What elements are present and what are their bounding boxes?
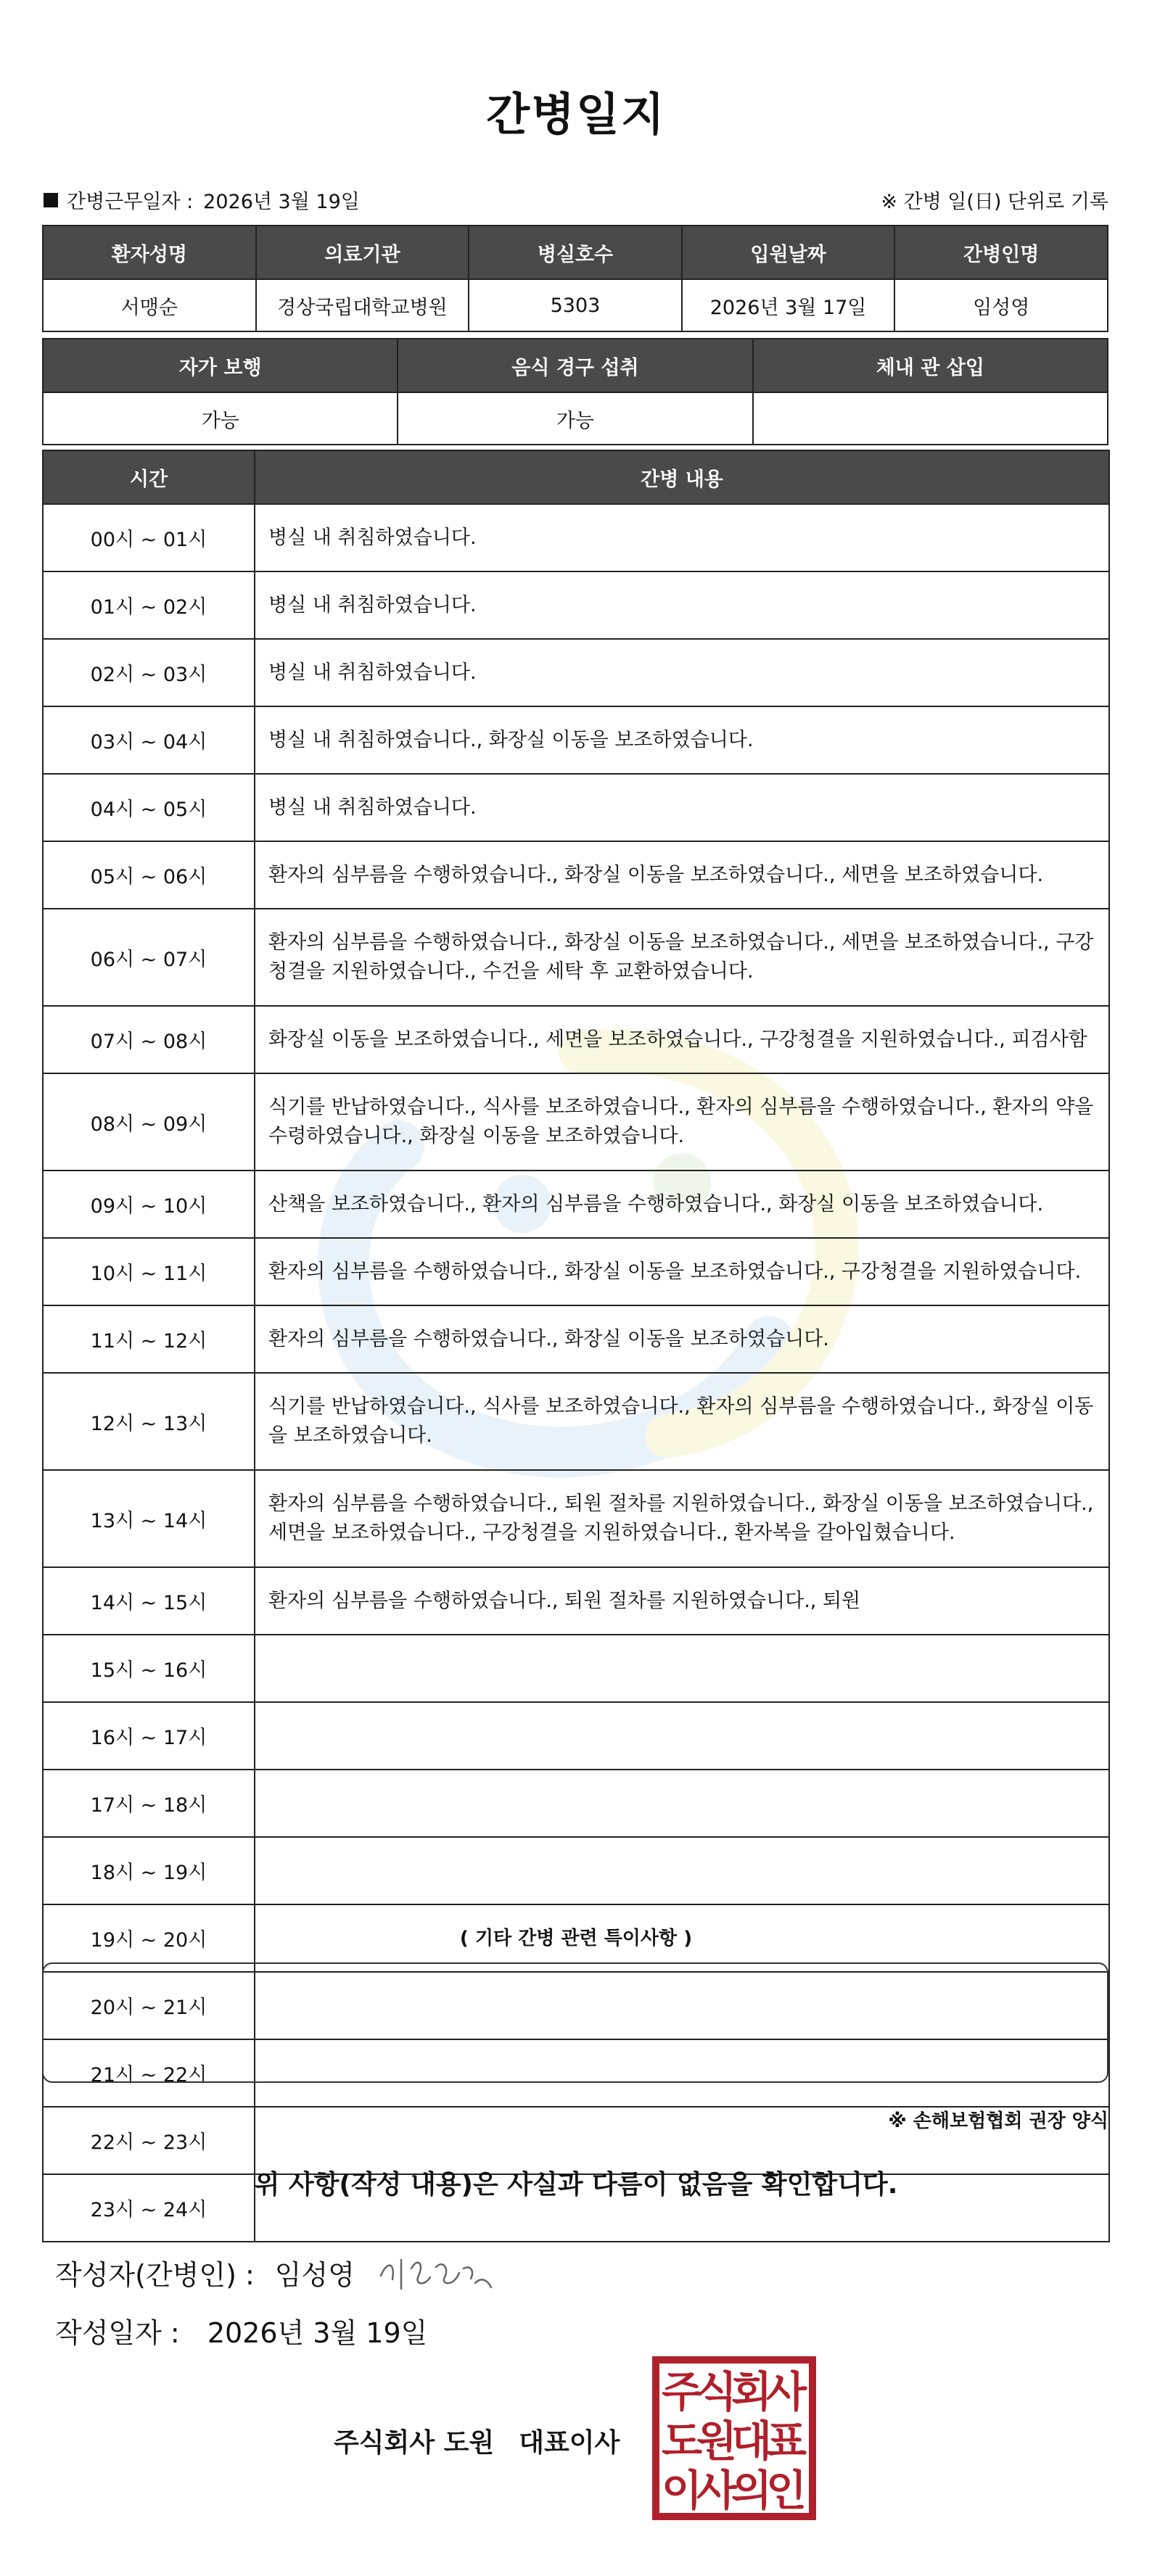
time-cell: 22시 ~ 23시: [43, 2107, 255, 2174]
caregiver-name: 임성영: [894, 279, 1108, 331]
oral-intake-value: 가능: [398, 392, 752, 445]
content-cell: 병실 내 취침하였습니다.: [255, 774, 1109, 841]
svg-text:인: 인: [765, 2466, 807, 2515]
time-cell: 02시 ~ 03시: [43, 639, 255, 706]
table-row: [43, 1635, 1109, 1702]
svg-text:원: 원: [696, 2416, 738, 2466]
company-name: 주식회사 도원: [334, 2428, 495, 2458]
content-cell: 식기를 반납하였습니다., 식사를 보조하였습니다., 환자의 심부름을 수행하였습니다., 환자의 약을 수령하였습니다., 화장실 이동을 보조하였습니다.: [255, 1073, 1109, 1171]
company-line: [334, 2422, 644, 2459]
writer-name: 임성영: [274, 2258, 355, 2291]
tube-insertion-value: [753, 392, 1108, 445]
time-cell: 03시 ~ 04시: [43, 706, 255, 774]
header-tube-insertion: 체내 관 삽입: [753, 339, 1108, 392]
written-date-label: 작성일자 :: [55, 2317, 180, 2349]
time-cell: 14시 ~ 15시: [43, 1567, 255, 1635]
written-date-line: [55, 2311, 427, 2350]
time-cell: 17시 ~ 18시: [43, 1770, 255, 1837]
signature-image: [374, 2247, 497, 2298]
header-hospital: 의료기관: [256, 226, 469, 279]
table-row: [43, 1171, 1109, 1238]
confirmation-statement: 위 사항(작성 내용)은 사실과 다름이 없음을 확인합니다.: [254, 2170, 898, 2200]
svg-text:표: 표: [765, 2416, 807, 2466]
content-cell: 환자의 심부름을 수행하였습니다., 화장실 이동을 보조하였습니다., 구강청결을 지원하였습니다.: [255, 1238, 1109, 1305]
svg-text:사: 사: [696, 2466, 738, 2515]
content-cell: 환자의 심부름을 수행하였습니다., 화장실 이동을 보조하였습니다., 세면을 보조하였습니다.: [255, 841, 1109, 909]
square-bullet-icon: [44, 193, 58, 207]
svg-text:식: 식: [696, 2367, 738, 2416]
table-row: [43, 706, 1109, 774]
hospital: 경상국립대학교병원: [256, 279, 469, 331]
time-cell: 07시 ~ 08시: [43, 1006, 255, 1073]
content-cell: 환자의 심부름을 수행하였습니다., 화장실 이동을 보조하였습니다., 세면을 보조하였습니다., 구강청결을 지원하였습니다., 수건을 세탁 후 교환하였습니다.: [255, 909, 1109, 1006]
content-cell: [255, 1635, 1109, 1702]
walking-value: 가능: [43, 392, 398, 445]
company-title: 대표이사: [519, 2428, 620, 2458]
notes-box: [42, 1962, 1108, 2083]
table-row: [43, 841, 1109, 909]
time-cell: 16시 ~ 17시: [43, 1702, 255, 1770]
written-date-value: 2026년 3월 19일: [207, 2317, 428, 2349]
patient-name: 서맹순: [43, 279, 256, 331]
content-cell: 병실 내 취침하였습니다.: [255, 639, 1109, 706]
svg-text:도: 도: [661, 2416, 703, 2466]
content-cell: 식기를 반납하였습니다., 식사를 보조하였습니다., 환자의 심부름을 수행하였습니다., 화장실 이동을 보조하였습니다.: [255, 1373, 1109, 1470]
time-cell: 11시 ~ 12시: [43, 1305, 255, 1373]
time-cell: 05시 ~ 06시: [43, 841, 255, 909]
company-seal: [651, 2356, 817, 2521]
time-cell: 12시 ~ 13시: [43, 1373, 255, 1470]
header-time: 시간: [43, 450, 255, 504]
table-row: [43, 1770, 1109, 1837]
writer-label: 작성자(간병인) :: [55, 2258, 255, 2291]
room-number: 5303: [469, 279, 682, 331]
work-date-label: 간병근무일자 :: [67, 191, 194, 213]
header-caregiver-name: 간병인명: [894, 226, 1108, 279]
table-row: [43, 909, 1109, 1006]
table-row: [43, 504, 1109, 571]
time-cell: 20시 ~ 21시: [43, 1972, 255, 2039]
time-cell: 10시 ~ 11시: [43, 1238, 255, 1305]
form-note: ※ 손해보험협회 권장 양식: [888, 2110, 1108, 2132]
content-cell: 환자의 심부름을 수행하였습니다., 퇴원 절차를 지원하였습니다., 퇴원: [255, 1567, 1109, 1635]
table-row: [43, 1837, 1109, 1904]
notes-title: ( 기타 간병 관련 특이사항 ): [459, 1928, 693, 1949]
content-cell: 화장실 이동을 보조하였습니다., 세면을 보조하였습니다., 구강청결을 지원하였습니다., 피검사함: [255, 1006, 1109, 1073]
patient-status-table: [42, 338, 1108, 445]
header-oral-intake: 음식 경구 섭취: [398, 339, 752, 392]
time-cell: 01시 ~ 02시: [43, 571, 255, 639]
content-cell: 환자의 심부름을 수행하였습니다., 화장실 이동을 보조하였습니다.: [255, 1305, 1109, 1373]
admission-date: 2026년 3월 17일: [682, 279, 895, 331]
page-title: 간병일지: [486, 88, 666, 141]
table-row: [43, 1305, 1109, 1373]
table-row: [43, 774, 1109, 841]
table-row: [43, 639, 1109, 706]
time-cell: 19시 ~ 20시: [43, 1904, 255, 1972]
writer-line: [55, 2247, 497, 2298]
table-row: [43, 1470, 1109, 1567]
table-row: [43, 1373, 1109, 1470]
header-room: 병실호수: [469, 226, 682, 279]
time-cell: 18시 ~ 19시: [43, 1837, 255, 1904]
time-cell: 21시 ~ 22시: [43, 2039, 255, 2107]
svg-text:사: 사: [765, 2367, 807, 2416]
header-care-content: 간병 내용: [255, 450, 1109, 504]
time-cell: 04시 ~ 05시: [43, 774, 255, 841]
time-cell: 23시 ~ 24시: [43, 2174, 255, 2242]
work-date: [44, 186, 360, 214]
svg-text:대: 대: [731, 2416, 773, 2466]
svg-text:이: 이: [661, 2466, 703, 2515]
header-patient-name: 환자성명: [43, 226, 256, 279]
svg-text:의: 의: [731, 2466, 773, 2515]
header-admission-date: 입원날짜: [682, 226, 895, 279]
time-cell: 09시 ~ 10시: [43, 1171, 255, 1238]
table-row: [43, 571, 1109, 639]
time-cell: 13시 ~ 14시: [43, 1470, 255, 1567]
svg-text:회: 회: [731, 2367, 773, 2416]
time-cell: 00시 ~ 01시: [43, 504, 255, 571]
svg-text:주: 주: [661, 2367, 703, 2416]
time-cell: 06시 ~ 07시: [43, 909, 255, 1006]
table-row: [43, 1006, 1109, 1073]
time-cell: 08시 ~ 09시: [43, 1073, 255, 1171]
content-cell: 환자의 심부름을 수행하였습니다., 퇴원 절차를 지원하였습니다., 화장실 이동을 보조하였습니다., 세면을 보조하였습니다., 구강청결을 지원하였습니다., 환자복을 갈아입혔습니다.: [255, 1470, 1109, 1567]
content-cell: 병실 내 취침하였습니다.: [255, 504, 1109, 571]
time-cell: 15시 ~ 16시: [43, 1635, 255, 1702]
table-row: [43, 1702, 1109, 1770]
table-row: [43, 1567, 1109, 1635]
table-row: [43, 1073, 1109, 1171]
content-cell: [255, 1702, 1109, 1770]
header-walking: 자가 보행: [43, 339, 398, 392]
unit-note: ※ 간병 일(日) 단위로 기록: [881, 191, 1108, 213]
content-cell: 병실 내 취침하였습니다.: [255, 571, 1109, 639]
content-cell: [255, 1837, 1109, 1904]
patient-info-table: [42, 225, 1108, 332]
meta-row: [44, 186, 1108, 214]
content-cell: 산책을 보조하였습니다., 환자의 심부름을 수행하였습니다., 화장실 이동을 보조하였습니다.: [255, 1171, 1109, 1238]
table-row: [43, 1238, 1109, 1305]
content-cell: 병실 내 취침하였습니다., 화장실 이동을 보조하였습니다.: [255, 706, 1109, 774]
work-date-value: 2026년 3월 19일: [203, 191, 360, 213]
content-cell: [255, 1770, 1109, 1837]
